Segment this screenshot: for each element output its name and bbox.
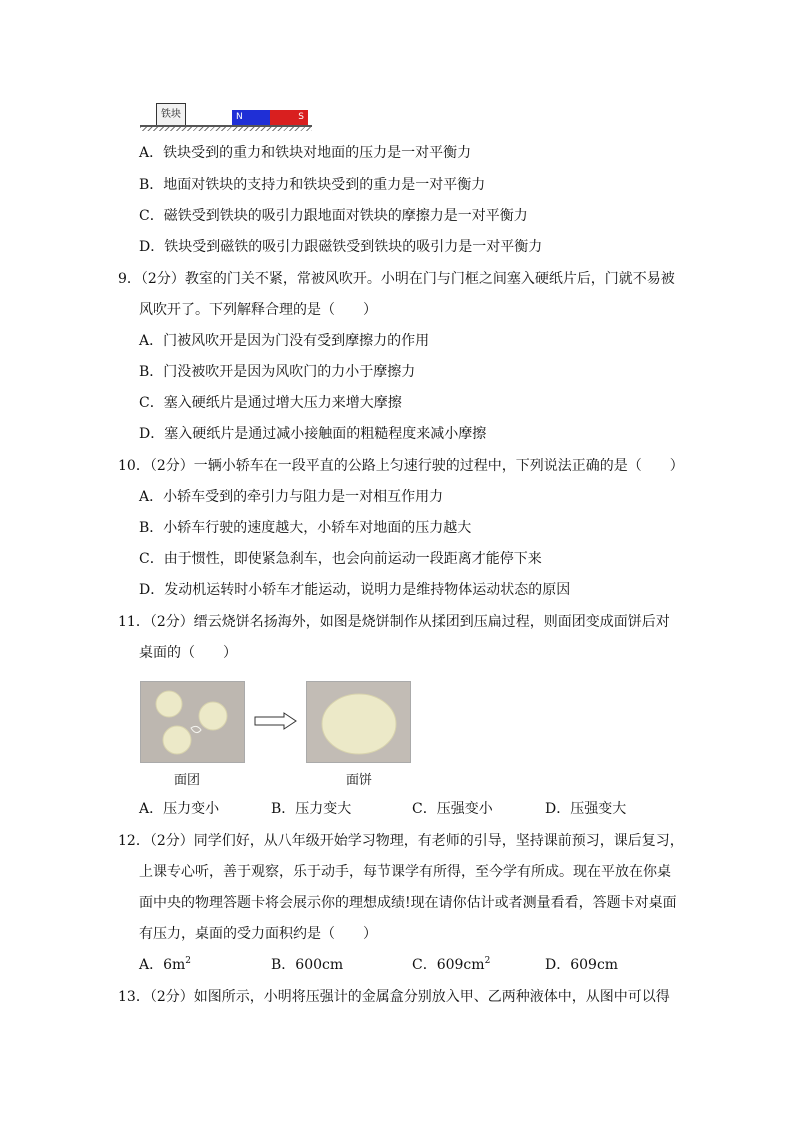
q12-option-d: D．609cm — [545, 957, 619, 973]
q12-stem-line1: 12．（2分）同学们好，从八年级开始学习物理，有老师的引导，坚持课前预习，课后复习， — [118, 833, 684, 849]
ground-hatch — [140, 127, 312, 131]
q12-stem-line4: 有压力，桌面的受力面积约是（ ） — [139, 926, 377, 942]
q8-option-c: C．磁铁受到铁块的吸引力跟地面对铁块的摩擦力是一对平衡力 — [139, 208, 528, 224]
q11-option-c: C．压强变小 — [412, 801, 493, 817]
q10-option-d: D．发动机运转时小轿车才能运动，说明力是维持物体运动状态的原因 — [139, 582, 571, 598]
q12-option-b: B．600cm — [271, 957, 344, 973]
flat-cake-photo — [306, 681, 411, 763]
arrow-icon — [254, 712, 298, 730]
bar-magnet-south: S — [270, 110, 308, 125]
dough-balls-photo — [140, 681, 245, 763]
q8-option-b: B．地面对铁块的支持力和铁块受到的重力是一对平衡力 — [139, 177, 486, 193]
q8-option-a: A．铁块受到的重力和铁块对地面的压力是一对平衡力 — [139, 145, 472, 161]
flat-cake-image — [307, 682, 410, 762]
q9-option-a: A．门被风吹开是因为门没有受到摩擦力的作用 — [139, 333, 430, 349]
q12-option-c-exp: 2 — [484, 956, 491, 966]
q12-stem-line3: 面中央的物理答题卡将会展示你的理想成绩!现在请你估计或者测量看看，答题卡对桌面 — [139, 895, 677, 911]
dough-balls-image — [141, 682, 244, 762]
q10-option-b: B．小轿车行驶的速度越大，小轿车对地面的压力越大 — [139, 520, 472, 536]
q10-option-a: A．小轿车受到的牵引力与阻力是一对相互作用力 — [139, 489, 444, 505]
q10-stem-line1: 10．（2分）一辆小轿车在一段平直的公路上匀速行驶的过程中，下列说法正确的是（ ） — [118, 458, 684, 474]
q12-stem-line2: 上课专心听，善于观察，乐于动手，每节课学有所得，至今学有所成。现在平放在你桌 — [139, 864, 671, 880]
q11-option-a: A．压力变小 — [139, 801, 220, 817]
caption-cake: 面饼 — [346, 773, 373, 788]
magnet-figure — [140, 100, 315, 132]
q10-option-c: C．由于惯性，即使紧急刹车，也会向前运动一段距离才能停下来 — [139, 551, 542, 567]
q9-option-c: C．塞入硬纸片是通过增大压力来增大摩擦 — [139, 395, 402, 411]
q11-option-d: D．压强变大 — [545, 801, 627, 817]
q12-option-c — [412, 956, 490, 974]
q12-option-a-exp: 2 — [185, 956, 192, 966]
iron-block: 铁块 — [156, 103, 186, 127]
q12-option-a-text: A．6m — [139, 957, 186, 973]
q13-stem-line1: 13．（2分）如图所示，小明将压强计的金属盒分别放入甲、乙两种液体中，从图中可以得 — [118, 989, 670, 1005]
q8-option-d: D．铁块受到磁铁的吸引力跟磁铁受到铁块的吸引力是一对平衡力 — [139, 239, 543, 255]
q9-stem-line2: 风吹开了。下列解释合理的是（ ） — [139, 302, 377, 318]
q12-option-a — [139, 956, 191, 974]
q9-stem-line1: 9．（2分）教室的门关不紧，常被风吹开。小明在门与门框之间塞入硬纸片后，门就不易被 — [118, 271, 675, 287]
q11-option-b: B．压力变大 — [271, 801, 352, 817]
q9-option-b: B．门没被吹开是因为风吹门的力小于摩擦力 — [139, 364, 416, 380]
q12-option-c-text: C．609cm — [412, 957, 485, 973]
caption-dough: 面团 — [174, 773, 201, 788]
q11-stem-line1: 11．（2分）缙云烧饼名扬海外，如图是烧饼制作从揉团到压扁过程，则面团变成面饼后对 — [118, 614, 670, 630]
q11-stem-line2: 桌面的（ ） — [139, 645, 237, 661]
q9-option-d: D．塞入硬纸片是通过减小接触面的粗糙程度来减小摩擦 — [139, 426, 487, 442]
bar-magnet-north: N — [232, 110, 270, 125]
